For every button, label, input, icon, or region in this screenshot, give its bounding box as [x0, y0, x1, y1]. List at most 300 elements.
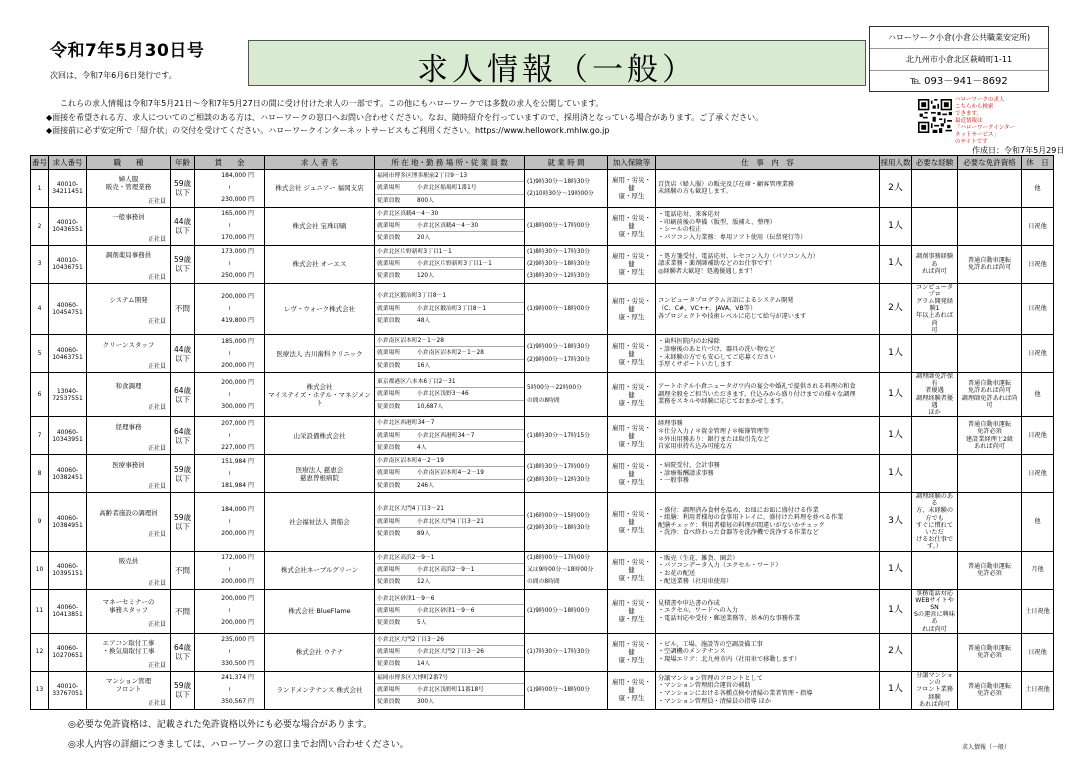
occupation-cell [87, 245, 171, 283]
job-duties [656, 633, 880, 671]
employment-type: 正社員 [147, 699, 166, 707]
yen-unit: 円 [247, 660, 254, 668]
workplace-line [375, 303, 524, 315]
employment-type: 正社員 [147, 661, 166, 669]
insurance [608, 170, 656, 208]
occupation-cell [87, 455, 171, 493]
license-line: 可 [986, 401, 993, 409]
wage-low-line [195, 593, 264, 605]
column-header: 就 業 時 間 [525, 156, 608, 170]
job-duties [656, 671, 880, 709]
job-duties [656, 245, 880, 283]
age-limit [171, 671, 195, 709]
holidays: 他 [1022, 170, 1054, 208]
job-duty-line: ・お花の配送 [658, 570, 696, 578]
wage-range [195, 671, 265, 709]
wage-low-line [195, 634, 264, 646]
job-duty-line: ・空調機のメンテナンス [658, 648, 726, 656]
column-header: 賃 金 [195, 156, 265, 170]
wage-low-line [195, 377, 264, 389]
job-number[interactable] [49, 589, 87, 633]
job-number[interactable] [49, 551, 87, 589]
occupation-line: クリーンスタッフ [102, 340, 155, 349]
required-experience [912, 492, 958, 551]
job-duty-line: ◎経験者大歓迎！処遇優遇します！ [658, 268, 757, 276]
workplace-line [375, 646, 524, 658]
company-line: マイステイズ・ホテル・マネジメント [268, 390, 371, 407]
insurance [608, 207, 656, 245]
occupation [88, 170, 169, 206]
occupation-line: 調剤薬局事務員 [105, 251, 152, 260]
wage-range [195, 455, 265, 493]
required-experience [912, 283, 958, 334]
age-limit [171, 492, 195, 551]
job-duty-line: 未経験の方も歓迎します。 [658, 188, 732, 196]
occupation-line: 経理事務 [115, 422, 142, 431]
wage-high: 419,800 [221, 316, 247, 324]
wage-tilde: ≀ [228, 390, 231, 398]
job-number-line: 40060- [56, 428, 79, 436]
company-line: 株式会社 宝珠印刷 [292, 222, 347, 231]
yen-unit: 円 [247, 529, 254, 537]
row-number: 11 [31, 589, 49, 633]
wage-low-line [195, 418, 264, 430]
age-line: 44歳 [173, 217, 192, 227]
work-hours-line: (1)9時00分～18時30分 [527, 344, 591, 351]
license-line: 普通自動車運転 [967, 682, 1012, 690]
wage-low: 185,000 [221, 337, 247, 345]
occupation-name [88, 175, 169, 191]
footnote-license: ◎必要な免許資格は、記載された免許資格以外にも必要な場合があります。 [68, 720, 373, 730]
yen-unit: 円 [247, 595, 254, 603]
job-number-line: 10382451 [52, 473, 83, 481]
insurance [608, 283, 656, 334]
yen-unit: 円 [247, 234, 254, 242]
occupation-cell [87, 283, 171, 334]
job-number[interactable] [49, 335, 87, 373]
employees-line [375, 658, 524, 670]
wage-high-line [195, 232, 264, 244]
insurance-line: 康・厚生 [618, 439, 645, 448]
license-line: 調理師免許あれば尚 [961, 394, 1018, 402]
company-line: 株式会社 BlueFlame [288, 607, 351, 616]
job-number-line: 10384951 [52, 521, 83, 529]
workplace: 小倉北区砂津1－9－6 [417, 607, 475, 614]
work-hours-line: (2)9時30分～18時30分 [527, 261, 591, 268]
job-duty-line: 経理事務 [658, 420, 683, 428]
company-address: 小倉北区大門4丁目3－21 [375, 503, 524, 515]
office-tel: ℡ 093－941－8692 [910, 76, 1008, 87]
company-line: 社会福祉法人 貴船会 [289, 517, 350, 526]
hiring-count: 2人 [880, 170, 912, 208]
occupation-line: 販売・管理業務 [105, 183, 152, 192]
title-box [248, 40, 866, 86]
job-duties [656, 170, 880, 208]
company-address: 福岡市博多区博多駅前2丁目9－13 [375, 170, 524, 182]
employment-type: 正社員 [147, 579, 166, 587]
work-hours [525, 283, 608, 334]
employees: 89人 [417, 530, 431, 537]
age-line: 64歳 [173, 426, 192, 436]
job-number[interactable] [49, 283, 87, 334]
employees: 246人 [417, 482, 434, 489]
yen-unit: 円 [247, 361, 254, 369]
license-line: 普通自動車運転 [967, 257, 1012, 265]
occupation [88, 456, 169, 492]
job-number-line: 10270651 [52, 652, 83, 660]
wage-low-line [195, 246, 264, 258]
job-number[interactable] [49, 207, 87, 245]
job-duty-line: ・電話応対、来客応対 [658, 211, 720, 219]
required-license [958, 551, 1022, 589]
job-number-line: 34211451 [52, 188, 83, 196]
workplace-label: 就業場所 [377, 391, 401, 398]
work-hours-line: の間の8時間 [527, 397, 560, 404]
hiring-count: 1人 [880, 207, 912, 245]
occupation-name [88, 639, 169, 655]
company-line: 株式会社 ウテナ [295, 648, 344, 657]
workplace-line [375, 347, 524, 359]
age-line: 59歳 [173, 179, 192, 189]
license-line: 普通自動車運転 [967, 380, 1012, 388]
location-cell [375, 170, 525, 208]
occupation-line: 高齢者施設の調理員 [99, 508, 158, 517]
employees-line [375, 480, 524, 492]
license-line: 免許必須 [977, 428, 1002, 436]
occupation-cell [87, 372, 171, 416]
required-license [958, 455, 1022, 493]
work-hours-line: (2)10時30分～19時00分 [527, 191, 594, 198]
table-row [31, 372, 1054, 416]
employees: 12人 [417, 579, 431, 586]
wage-low: 184,000 [221, 505, 247, 513]
insurance-line: 雇用・労災・健 [612, 509, 651, 526]
column-header: 求 人 者 名 [265, 156, 375, 170]
wage-high-line [195, 528, 264, 540]
table-row [31, 283, 1054, 334]
company-address: 小倉南区沼本町4－2－19 [375, 455, 524, 467]
occupation-cell [87, 207, 171, 245]
job-duty-line: ・歯科医院内のお掃除 [658, 338, 720, 346]
age-line: 64歳 [173, 385, 192, 395]
job-duty-line: 各プロジェクトや技術レベルに応じて給与が違います [658, 312, 807, 320]
employees-label: 従業員数 [377, 620, 401, 627]
required-license [958, 170, 1022, 208]
employees: 14人 [417, 661, 431, 668]
insurance [608, 245, 656, 283]
age-line: 以下 [175, 652, 190, 662]
work-hours [525, 455, 608, 493]
company-address: 小倉北区片野新町3丁目1－1 [375, 246, 524, 258]
job-number-line: 10436551 [52, 226, 83, 234]
wage-tilde: ≀ [228, 566, 231, 574]
table-row [31, 335, 1054, 373]
experience-line: れば尚可 [922, 625, 947, 633]
qr-caption-line: こちらから検索 [955, 104, 994, 110]
work-hours-line: の間の8時間 [527, 579, 560, 586]
experience-line: グラム開発経験1 [915, 298, 954, 313]
license-line: あれば尚可 [974, 442, 1005, 450]
occupation-line: マンション管理 [105, 677, 152, 686]
row-number: 4 [31, 283, 49, 334]
table-row [31, 245, 1054, 283]
issue-date: 令和7年5月30日号 [50, 41, 205, 61]
job-duty-line: ・エクセル、ワードへの入力 [658, 607, 738, 615]
job-duty-line: 請求業務・薬剤師補助などのお仕事です！ [658, 260, 776, 268]
work-hours-line: (2)8時30分～12時30分 [527, 476, 591, 483]
holidays: 日祝他 [1022, 417, 1054, 455]
company-line: 株式会社ネーブルグリーン [280, 566, 359, 575]
employees-label: 従業員数 [377, 273, 401, 280]
employees-label: 従業員数 [377, 482, 401, 489]
table-row [31, 170, 1054, 208]
wage-range [195, 207, 265, 245]
workplace-label: 就業場所 [377, 649, 401, 656]
occupation-name [88, 341, 169, 349]
occupation [88, 672, 169, 708]
work-hours-line: (1)6時00分～15時00分 [527, 512, 591, 519]
wage-high: 330,500 [221, 660, 247, 668]
wage-high-line [195, 360, 264, 372]
qr-code-icon[interactable] [918, 99, 952, 133]
work-hours [525, 492, 608, 551]
license-line: 普通自動車運転 [967, 562, 1012, 570]
job-duty-line: ・マンション管理員・清掃員の指導 ほか [658, 697, 772, 705]
occupation [88, 377, 169, 413]
employees-label: 従業員数 [377, 318, 401, 325]
table-row [31, 417, 1054, 455]
occupation-name [88, 213, 169, 221]
workplace: 小倉北区高浜2－9－1 [417, 566, 475, 573]
employees: 120人 [417, 273, 434, 280]
wage-low-line [195, 291, 264, 303]
job-duty-line: 業務をスキルや経験に応じておまかせします。 [658, 398, 788, 406]
occupation [88, 593, 169, 629]
age-limit [171, 455, 195, 493]
holidays: 他 [1022, 372, 1054, 416]
yen-unit: 円 [247, 316, 254, 324]
workplace: 小倉南区沼本町2－1－28 [417, 350, 484, 357]
wage-high-line [195, 617, 264, 629]
workplace: 小倉北区鍛冶町3丁目8－1 [417, 305, 487, 312]
wage-low-line [195, 336, 264, 348]
insurance-line: 雇用・労災・健 [612, 678, 651, 695]
wage-high: 227,000 [221, 443, 247, 451]
yen-unit: 円 [247, 505, 254, 513]
job-duties [656, 417, 880, 455]
job-duties [656, 207, 880, 245]
employees: 300人 [417, 699, 434, 706]
license-line: 普通自動車運転 [967, 421, 1012, 429]
employees-line [375, 360, 524, 372]
occupation-line: 事務スタッフ [109, 606, 148, 615]
page-label: 求人情報（一般） [961, 744, 1010, 751]
hiring-count: 3人 [880, 492, 912, 551]
wage-low-line [195, 552, 264, 564]
wage-low-line [195, 456, 264, 468]
row-number: 3 [31, 245, 49, 283]
workplace-label: 就業場所 [377, 305, 401, 312]
occupation-line: 婦人服 [118, 175, 139, 184]
job-duty-line: ・シールの校正 [658, 226, 702, 234]
qr-caption-line: できます。 [955, 111, 983, 117]
wage-low: 184,000 [221, 172, 247, 180]
work-hours-line: (1)8時30分～17時15分 [527, 432, 591, 439]
insurance-line: 雇用・労災・健 [612, 176, 651, 193]
age-limit [171, 372, 195, 416]
company-address: 小倉北区高浜2－9－1 [375, 552, 524, 564]
intro-line: これらの求人情報は令和7年5月21日～令和7年5月27日の間に受け付けた求人の一部です。この他にもハローワークでは多数の求人を公開しています。 [60, 99, 604, 108]
employment-type: 正社員 [147, 483, 166, 491]
work-hours [525, 551, 608, 589]
wage-high-line [195, 401, 264, 413]
footnote-inquiry: ◎求人内容の詳細につきましては、ハローワークの窓口までお問い合わせください。 [68, 740, 409, 750]
next-issue-note: 次回は、令和7年6月6日発行です。 [50, 71, 177, 80]
job-duty-line: ・洗浄：食べ終わった食器等を洗浄機で洗浄する作業など [658, 529, 819, 537]
occupation-cell [87, 633, 171, 671]
table-row [31, 492, 1054, 551]
age-limit [171, 551, 195, 589]
occupation-cell [87, 417, 171, 455]
occupation-name [88, 509, 169, 517]
job-duties [656, 455, 880, 493]
company-name [265, 170, 375, 208]
workplace-label: 就業場所 [377, 470, 401, 477]
job-number-line: 72537551 [52, 394, 83, 402]
wage-low-line [195, 672, 264, 684]
age-line: 以下 [175, 435, 190, 445]
table-body [31, 170, 1054, 710]
column-header: 番号 [31, 156, 49, 170]
occupation-cell [87, 335, 171, 373]
required-license [958, 283, 1022, 334]
hiring-count: 1人 [880, 551, 912, 589]
age-line: 59歳 [173, 681, 192, 691]
occupation-cell [87, 589, 171, 633]
occupation-line: システム開発 [109, 295, 148, 304]
job-number[interactable] [49, 372, 87, 416]
experience-line: Sの運営に興味あ [913, 611, 956, 626]
wage-high-line [195, 315, 264, 327]
yen-unit: 円 [247, 196, 254, 204]
insurance-line: 雇用・労災・健 [612, 252, 651, 269]
occupation-name [88, 677, 169, 693]
wage-range [195, 170, 265, 208]
employees-label: 従業員数 [377, 699, 401, 706]
job-number-line: 10463751 [52, 353, 83, 361]
job-number[interactable] [49, 170, 87, 208]
row-number: 9 [31, 492, 49, 551]
workplace: 小倉北区船場町1番1号 [417, 185, 477, 192]
job-duty-line: ・一般事務 [658, 477, 689, 485]
job-number[interactable] [49, 671, 87, 709]
employees-label: 従業員数 [377, 362, 401, 369]
job-number[interactable] [49, 417, 87, 455]
wage-range [195, 335, 265, 373]
wage-tilde: ≀ [228, 607, 231, 615]
wage-low: 235,000 [221, 636, 247, 644]
employment-type: 正社員 [147, 273, 166, 281]
job-number-line: 33767051 [52, 690, 83, 698]
occupation [88, 552, 169, 588]
job-number-line: 40060- [56, 604, 79, 612]
employment-type: 正社員 [147, 445, 166, 453]
work-hours-line: (1)9時00分～18時00分 [527, 607, 591, 614]
location-cell [375, 417, 525, 455]
experience-line: あれば尚可 [919, 700, 950, 708]
insurance-line: 雇用・労災・健 [612, 640, 651, 657]
wage-high-line [195, 194, 264, 206]
row-number: 1 [31, 170, 49, 208]
age-limit [171, 207, 195, 245]
work-hours-line: (1)8時30分～17時30分 [527, 248, 591, 255]
age-limit [171, 245, 195, 283]
job-number-line: 40010- [56, 219, 79, 227]
employees-line [375, 401, 524, 413]
employees-line [375, 617, 524, 629]
wage-low: 151,984 [221, 457, 247, 465]
wage-high: 230,000 [221, 196, 247, 204]
job-number[interactable] [49, 633, 87, 671]
wage-tilde: ≀ [228, 648, 231, 656]
age-limit [171, 335, 195, 373]
location-cell [375, 335, 525, 373]
job-number[interactable] [49, 455, 87, 493]
work-hours [525, 372, 608, 416]
workplace-line [375, 605, 524, 617]
job-duty-line: ・配送業務（社用車使用） [658, 577, 733, 585]
wage-tilde: ≀ [228, 517, 231, 525]
job-duty-line: ・盛付：調理済み食材を温め、お皿にお皿に盛付ける作業 [658, 506, 819, 514]
employees-line [375, 232, 524, 244]
column-header: 仕 事 内 容 [656, 156, 880, 170]
occupation-cell [87, 170, 171, 208]
age-line: 以下 [175, 690, 190, 700]
hiring-count: 1人 [880, 245, 912, 283]
workplace-line [375, 430, 524, 442]
employees: 800人 [417, 197, 434, 204]
job-duty-line: ＊仕分入力 / ＊資金管理 / ＊帳簿管理等 [658, 428, 770, 436]
required-license [958, 335, 1022, 373]
wage-high: 200,000 [221, 578, 247, 586]
job-number-line: 10413851 [52, 611, 83, 619]
qr-caption-line: ハローワークの求人 [955, 97, 1005, 103]
job-number-line: 40060- [56, 466, 79, 474]
job-number-line: 10436751 [52, 264, 83, 272]
company-name [265, 335, 375, 373]
job-number[interactable] [49, 492, 87, 551]
company-line: 医療法人 慈恵会 [295, 465, 344, 474]
job-number-line: 40060- [56, 514, 79, 522]
employees: 20人 [417, 235, 431, 242]
insurance-line: 康・厚生 [618, 477, 645, 486]
insurance [608, 671, 656, 709]
wage-range [195, 372, 265, 416]
insurance [608, 372, 656, 416]
workplace-label: 就業場所 [377, 607, 401, 614]
company-name [265, 671, 375, 709]
job-duty-line: ・パソコン入力業務：専用ソフト使用（伝票発行等） [658, 233, 807, 241]
job-number[interactable] [49, 245, 87, 283]
experience-line: フロント業務経験 [915, 686, 954, 701]
yen-unit: 円 [247, 292, 254, 300]
wage-high-line [195, 270, 264, 282]
holidays: 日祝他 [1022, 283, 1054, 334]
location-cell [375, 671, 525, 709]
required-experience [912, 589, 958, 633]
creation-date: 作成日：令和7年5月29日 [972, 146, 1065, 155]
work-hours [525, 245, 608, 283]
